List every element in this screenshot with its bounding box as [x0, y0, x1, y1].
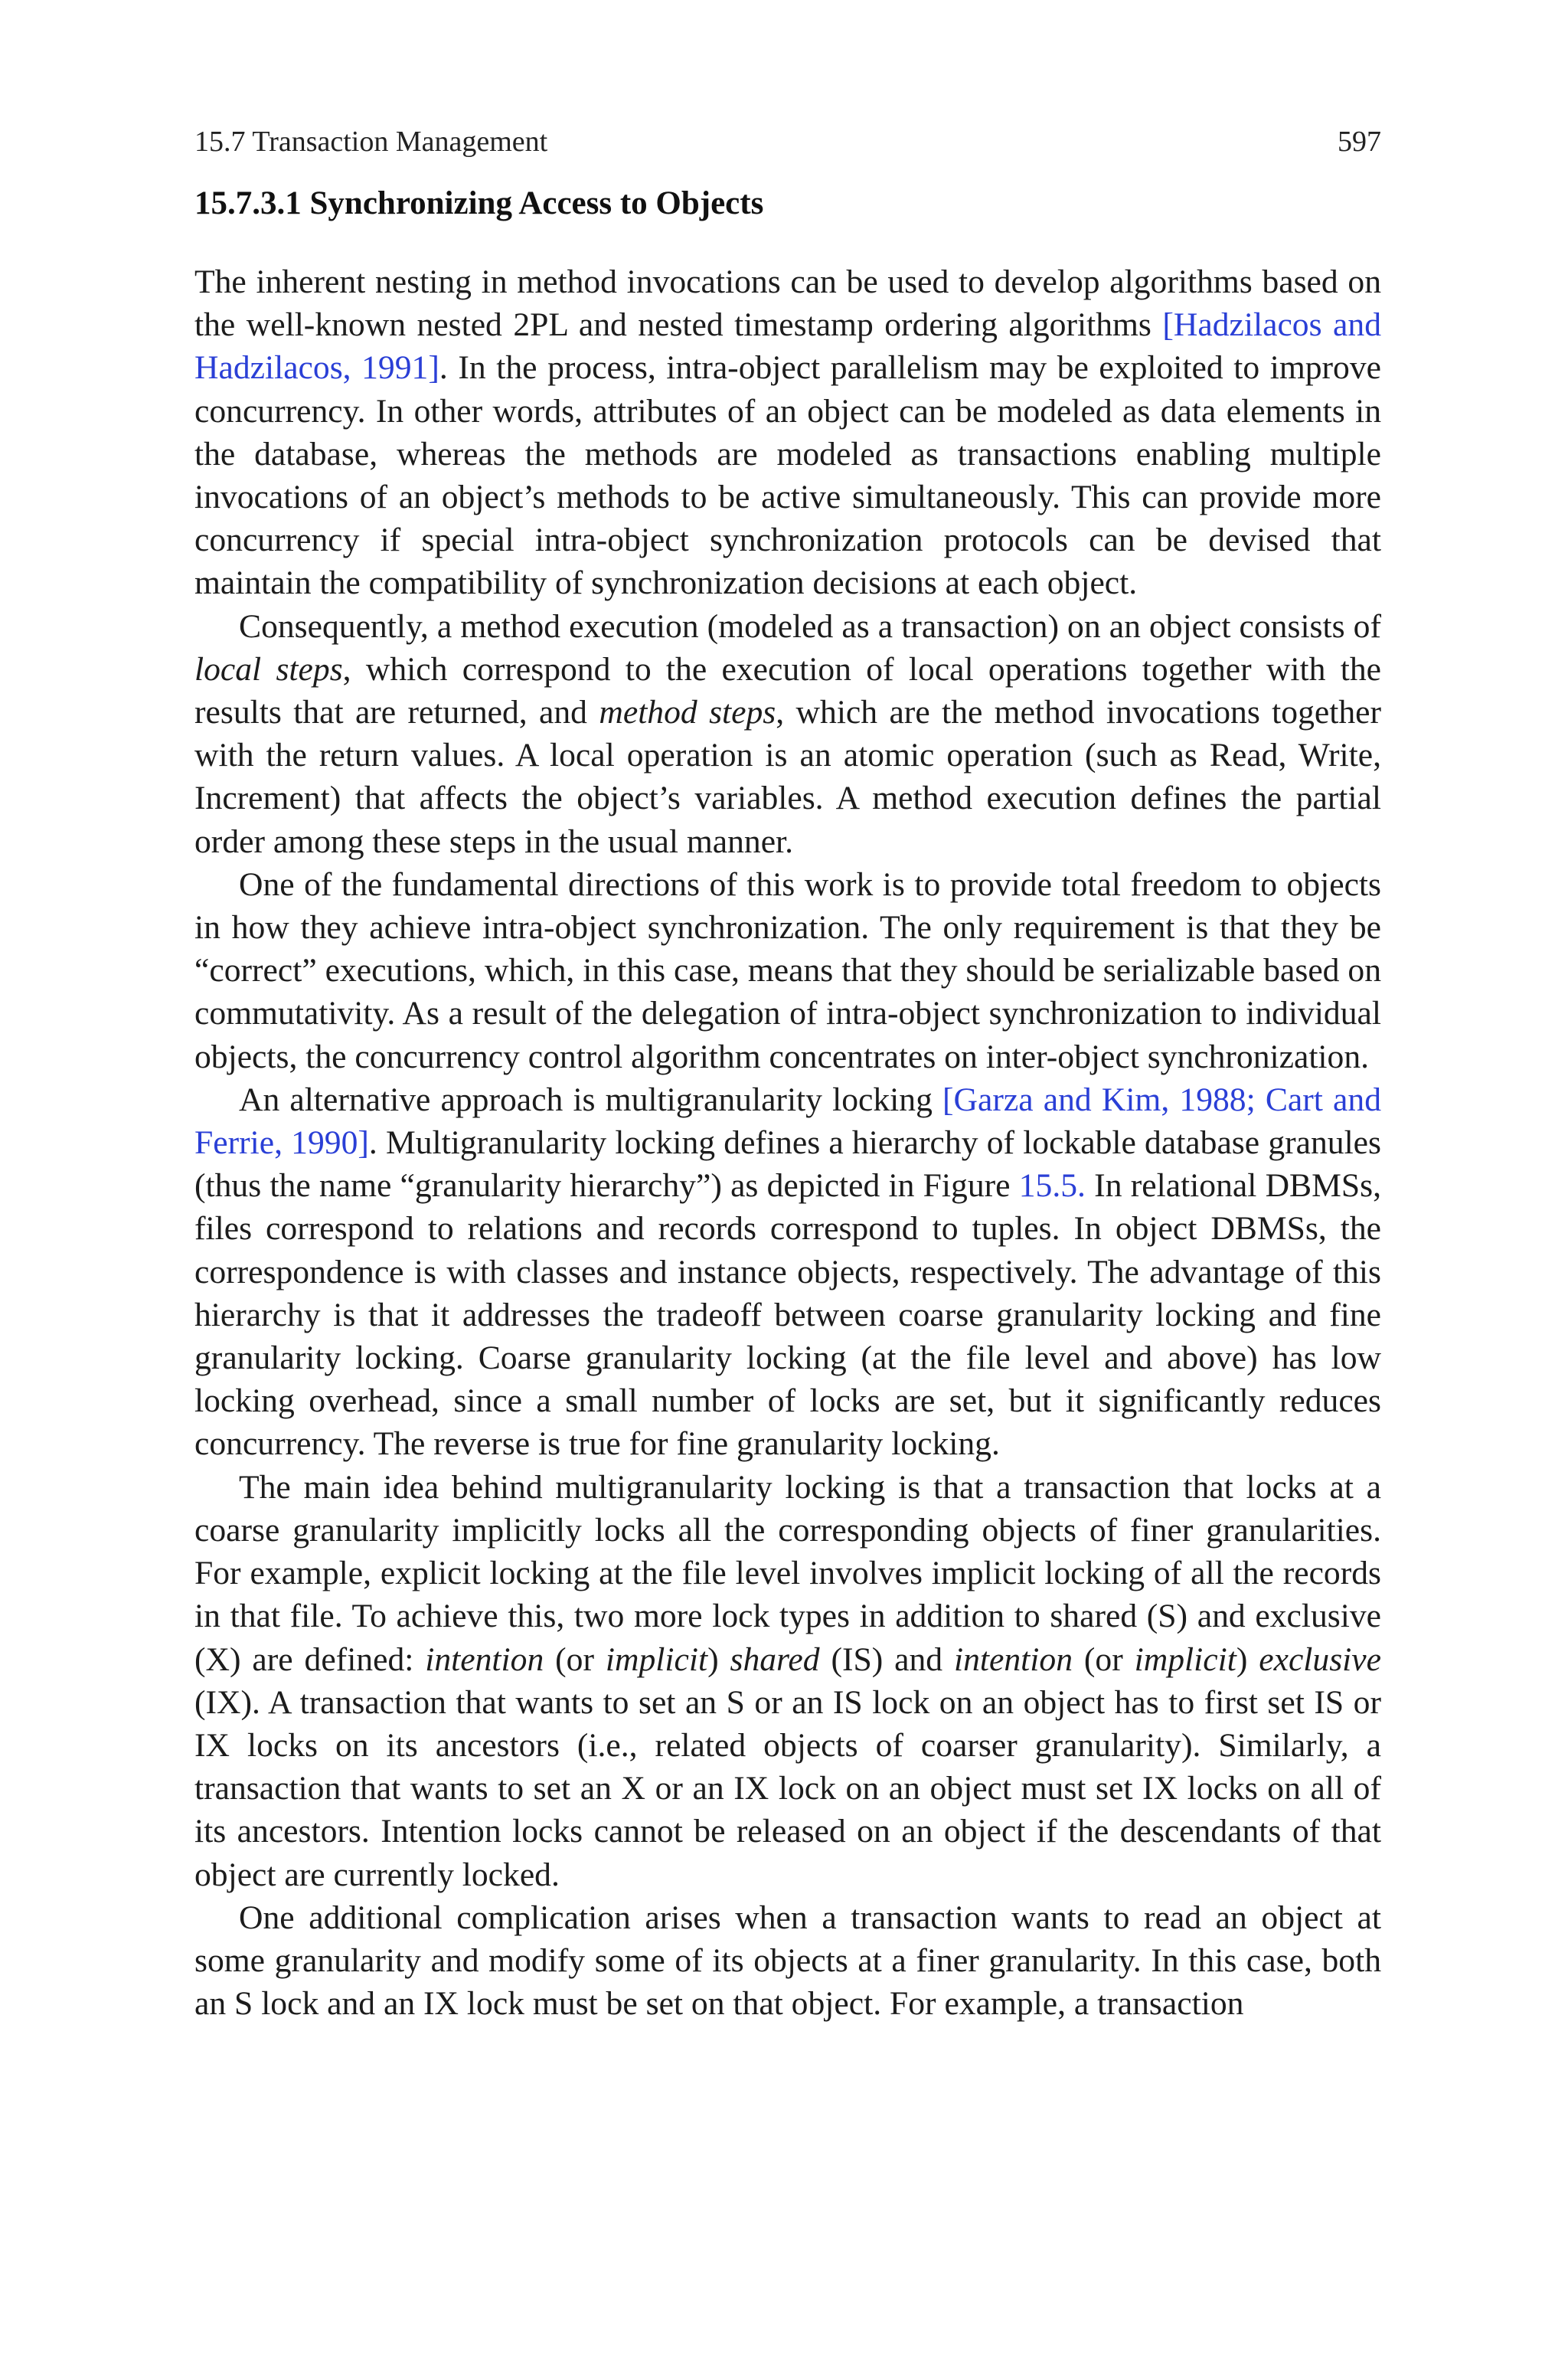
- p2-text-c: , which are the method invocations together with the return values. A local operation is an atomic operation (such as Read, Write, Increment) that affects the object’s variables. A method execution defines the partial order among these steps in the usual manner.: [194, 694, 1382, 860]
- p5-text-a: The main idea behind multigranularity locking is that a transaction that locks at a coarse granularity implicitly locks all the corresponding objects of finer granularities. For example, explicit locking at the file level involves implicit locking of all the records in that file. To achieve this, two more lock types in addition to shared (S) and exclusive (X) are defined:: [194, 1468, 1381, 1678]
- p2-text-b: , which correspond to the execution of local operations together with the results that are returned, and: [194, 650, 1381, 731]
- term-exclusive: exclusive: [1259, 1640, 1381, 1678]
- paragraph-5: [194, 1466, 1381, 1896]
- paragraph-3: One of the fundamental directions of this work is to provide total freedom to objects in how they achieve intra-object synchronization. The only requirement is that they be “correct” executions, which, in this case, means that they should be serializable based on commutativity. As a result of the delegation of intra-object synchronization to individual objects, the concurrency control algorithm concentrates on inter-object synchronization.: [194, 865, 1381, 1075]
- p5-text-c: ): [707, 1640, 730, 1678]
- paragraph-2: [194, 605, 1381, 863]
- term-intention-1: intention: [425, 1640, 544, 1678]
- term-intention-2: intention: [954, 1640, 1073, 1678]
- body-text: [194, 260, 1381, 2025]
- term-local-steps: local steps: [194, 650, 343, 688]
- citation-garza-kim-cart-ferrie[interactable]: [Garza and Kim, 1988; Cart and Ferrie, 1990]: [194, 1081, 1381, 1162]
- running-head-section: 15.7 Transaction Management: [194, 126, 548, 158]
- paragraph-6: One additional complication arises when a transaction wants to read an object at some granularity and modify some of its objects at a finer granularity. In this case, both an S lock and an IX lock must be set on that object. For example, a transaction: [194, 1899, 1381, 2023]
- p5-text-d: (IS) and: [819, 1640, 955, 1678]
- citation-hadzilacos-1991[interactable]: [Hadzilacos and Hadzilacos, 1991]: [194, 306, 1381, 387]
- p1-text-b: . In the process, intra-object parallelism may be exploited to improve concurrency. In other words, attributes of an object can be modeled as data elements in the database, whereas the methods are modeled as transactions enabling multiple invocations of an object’s methods to be active simultaneously. This can provide more concurrency if special intra-object synchronization protocols can be devised that maintain the compatibility of synchronization decisions at each object.: [194, 349, 1381, 602]
- p2-text-a: Consequently, a method execution (modeled as a transaction) on an object consists of: [239, 607, 1381, 645]
- page-number: 597: [1338, 126, 1381, 158]
- p4-text-b: . Multigranularity locking defines a hierarchy of lockable database granules (thus the name “granularity hierarchy”) as depicted in Figure: [194, 1124, 1381, 1205]
- term-method-steps: method steps: [599, 694, 776, 731]
- p5-text-g: (IX). A transaction that wants to set an S or an IS lock on an object has to first set IS or IX locks on its ancestors (i.e., related objects of coarser granularity). Similarly, a transaction that wants to set an X or an IX lock on an object must set IX locks on all of its ancestors. Intention locks cannot be released on an object if the descendants of that object are currently locked.: [194, 1683, 1381, 1893]
- page: [194, 123, 1381, 2025]
- running-header: [194, 123, 1381, 161]
- p4-text-c: In relational DBMSs, files correspond to relations and records correspond to tuples. In object DBMSs, the correspondence is with classes and instance objects, respectively. The advantage of this hierarchy is that it addresses the tradeoff between coarse granularity locking and fine granularity locking. Coarse granularity locking (at the file level and above) has low locking overhead, since a small number of locks are set, but it significantly reduces concurrency. The reverse is true for fine granularity locking.: [194, 1167, 1381, 1463]
- p5-text-b: (or: [544, 1640, 606, 1678]
- p5-text-f: ): [1236, 1640, 1259, 1678]
- paragraph-4: [194, 1078, 1381, 1466]
- figure-reference-15-5[interactable]: 15.5.: [1018, 1167, 1086, 1205]
- p5-text-e: (or: [1073, 1640, 1135, 1678]
- term-shared: shared: [730, 1640, 820, 1678]
- subsection-title: 15.7.3.1 Synchronizing Access to Objects: [194, 185, 764, 221]
- p4-text-a: An alternative approach is multigranularity locking: [239, 1081, 943, 1118]
- p1-text-a: The inherent nesting in method invocations can be used to develop algorithms based on the well-known nested 2PL and nested timestamp ordering algorithms: [194, 263, 1381, 344]
- term-implicit-1: implicit: [605, 1640, 708, 1678]
- term-implicit-2: implicit: [1134, 1640, 1236, 1678]
- paragraph-1: [194, 260, 1381, 605]
